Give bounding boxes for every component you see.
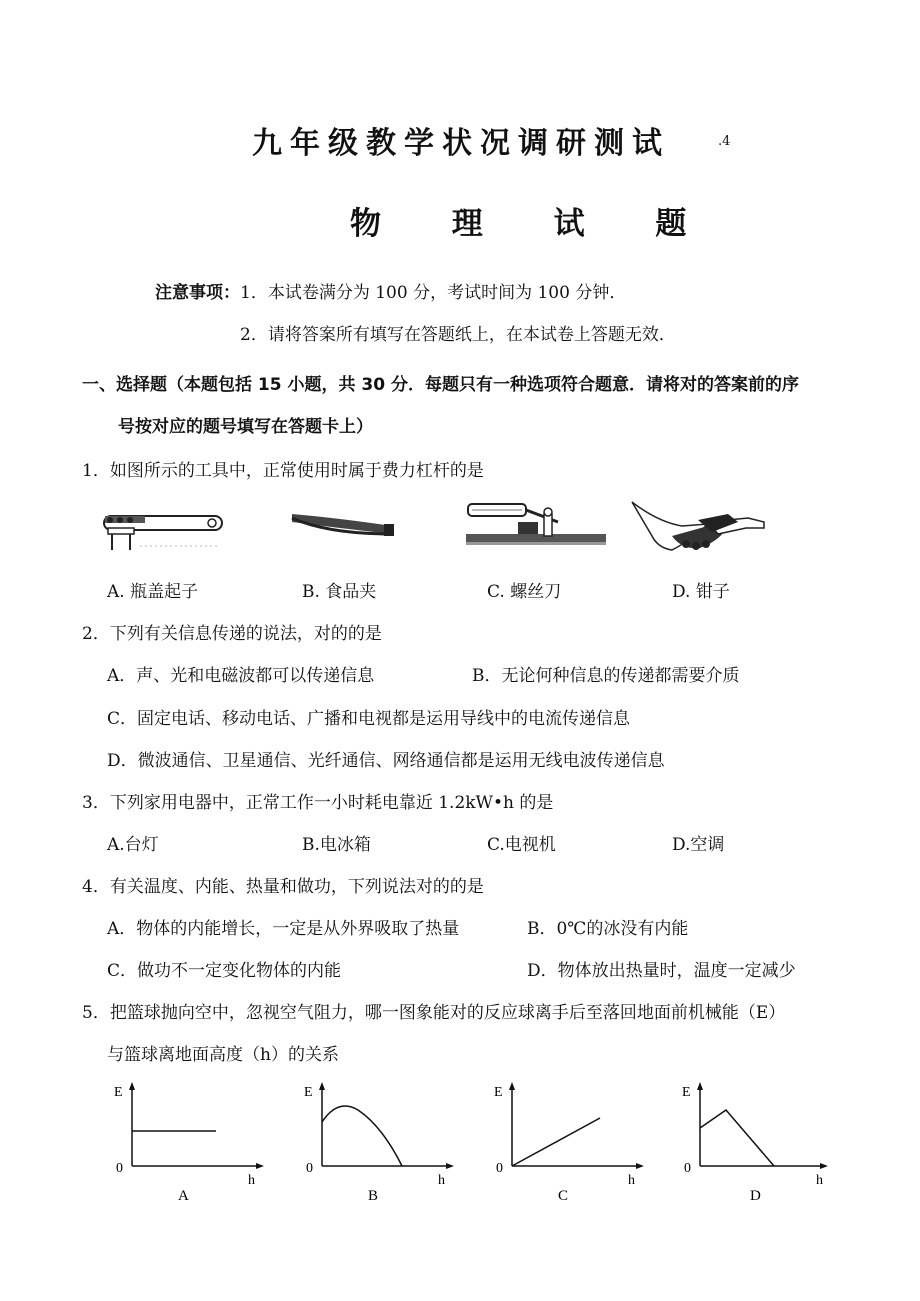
q3-option-d: D.空调 [672,835,725,855]
notice-label: 注意事项： [155,283,240,303]
graph-b-x-label: h [438,1173,445,1188]
q4-stem: 4．有关温度、内能、热量和做功，下列说法对的的是 [82,877,484,897]
exam-title-suffix: .4 [718,134,731,149]
graph-c-x-label: h [628,1173,635,1188]
q1-option-d: D. 钳子 [672,582,730,602]
graph-c-y-label: E [494,1085,503,1100]
exam-title: 九年级教学状况调研测试 [252,126,670,161]
graph-d [676,1076,836,1206]
section-heading-line2: 号按对应的题号填写在答题卡上） [118,417,373,437]
notice-item-1: 1．本试卷满分为 100 分，考试时间为 100 分钟． [240,283,627,303]
graph-c-curve [512,1118,600,1166]
graph-a [108,1076,268,1206]
notice-item-2: 2．请将答案所有填写在答题纸上，在本试卷上答题无效． [240,325,676,345]
q1-option-b: B. 食品夹 [302,582,377,602]
q2-option-a: A．声、光和电磁波都可以传递信息 [107,666,375,686]
graph-b-y-label: E [304,1085,313,1100]
q2-option-b: B．无论何种信息的传递都需要介质 [472,666,740,686]
pliers-icon [628,492,768,556]
q2-option-d: D．微波通信、卫星通信、光纤通信、网络通信都是运用无线电波传递信息 [107,751,665,771]
graph-a-y-label: E [114,1085,123,1100]
graph-c-origin: 0 [496,1161,503,1176]
q1-stem: 1．如图所示的工具中，正常使用时属于费力杠杆的是 [82,461,484,481]
q3-stem: 3．下列家用电器中，正常工作一小时耗电靠近 1.2kW•h 的是 [82,793,554,813]
graph-d-curve [700,1110,774,1166]
graph-b-origin: 0 [306,1161,313,1176]
q5-stem-line1: 5．把篮球抛向空中，忽视空气阻力，哪一图象能对的反应球离手后至落回地面前机械能（E） [82,1003,786,1023]
graph-a-origin: 0 [116,1161,123,1176]
q4-option-a: A．物体的内能增长，一定是从外界吸取了热量 [107,919,460,939]
q4-option-b: B．0℃的冰没有内能 [527,919,689,939]
bottle-opener-icon [100,498,230,558]
food-tongs-icon [288,504,398,544]
q5-stem-line2: 与篮球离地面高度（h）的关系 [107,1045,339,1065]
q2-stem: 2．下列有关信息传递的说法，对的的是 [82,624,382,644]
subject-title: 物 理 试 题 [350,206,717,242]
graph-d-label: D [750,1188,761,1204]
graph-b [298,1076,458,1206]
q1-option-c: C. 螺丝刀 [487,582,562,602]
graph-d-origin: 0 [684,1161,691,1176]
q3-option-c: C.电视机 [487,835,556,855]
graph-c-label: C [558,1188,569,1204]
graph-c [488,1076,648,1206]
graph-d-x-label: h [816,1173,823,1188]
screwdriver-icon [462,496,608,552]
graph-a-x-label: h [248,1173,255,1188]
section-heading-line1: 一、选择题（本题包括 15 小题，共 30 分．每题只有一种选项符合题意．请将对的答案前的序 [82,375,799,395]
q2-option-c: C．固定电话、移动电话、广播和电视都是运用导线中的电流传递信息 [107,709,631,729]
graph-d-y-label: E [682,1085,691,1100]
q4-option-d: D．物体放出热量时，温度一定减少 [527,961,796,981]
graph-b-curve [322,1106,402,1166]
q3-option-b: B.电冰箱 [302,835,371,855]
graph-a-label: A [178,1188,189,1204]
q3-option-a: A.台灯 [107,835,159,855]
graph-b-label: B [368,1188,379,1204]
q4-option-c: C．做功不一定变化物体的内能 [107,961,342,981]
q1-option-a: A. 瓶盖起子 [107,582,199,602]
